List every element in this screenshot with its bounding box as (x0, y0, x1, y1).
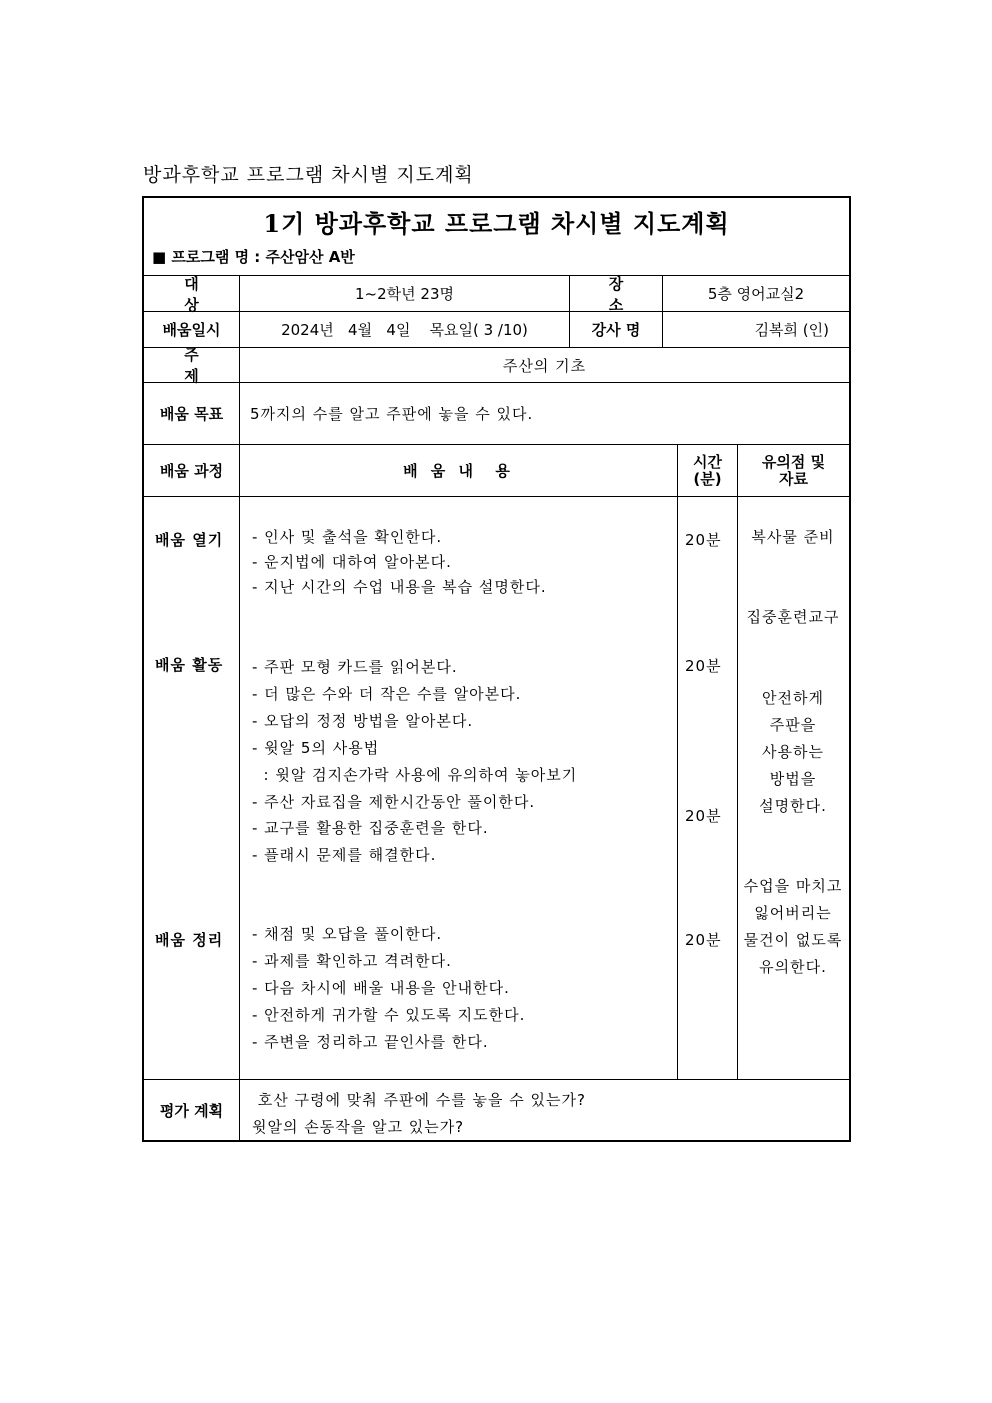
note-line: 방법을 (769, 770, 817, 788)
notes-header (738, 445, 849, 496)
content-line: - 지난 시간의 수업 내용을 복습 설명한다. (252, 578, 547, 596)
date-label: 배움일시 (162, 321, 221, 339)
content-line: - 더 많은 수와 더 작은 수를 알아본다. (252, 685, 522, 703)
teacher-value: 김복희 (인) (754, 321, 829, 339)
time-closing: 20분 (685, 931, 722, 949)
time-header-line1: 시간 (693, 452, 722, 471)
content-line: - 인사 및 출석을 확인한다. (252, 528, 443, 546)
content-line: - 플래시 문제를 해결한다. (252, 846, 437, 864)
note-line: 설명한다. (759, 797, 827, 815)
stage-label-activity: 배움 활동 (155, 656, 224, 674)
content-line: - 채점 및 오답을 풀이한다. (252, 925, 443, 943)
content-line: - 주판 모형 카드를 읽어본다. (252, 658, 458, 676)
content-line: - 주산 자료집을 제한시간동안 풀이한다. (252, 793, 536, 811)
note-materials: 복사물 준비 (751, 528, 835, 546)
content-header: 배 움 내 용 (403, 462, 514, 480)
content-line: - 다음 차시에 배울 내용을 안내한다. (252, 979, 510, 997)
content-line: - 운지법에 대하여 알아본다. (252, 553, 452, 571)
date-value: 2024년 4월 4일 목요일( 3 /10) (281, 321, 528, 339)
main-title: 1기 방과후학교 프로그램 차시별 지도계획 (263, 209, 730, 238)
content-line: - 과제를 확인하고 격려한다. (252, 952, 452, 970)
content-line: - 윗알 5의 사용법 (252, 739, 380, 757)
row-divider (144, 1079, 849, 1080)
time-header-line2: (분) (693, 469, 722, 488)
time-activity: 20분 (685, 657, 722, 675)
place-label: 장 소 (608, 274, 644, 314)
topic-value: 주산의 기초 (502, 356, 587, 375)
content-line: - 주변을 정리하고 끝인사를 한다. (252, 1033, 489, 1051)
teacher-label: 강사 명 (591, 321, 641, 339)
document-title: 방과후학교 프로그램 차시별 지도계획 (143, 164, 474, 186)
stage-label-closing: 배움 정리 (155, 931, 224, 949)
content-line: - 오답의 정정 방법을 알아본다. (252, 712, 474, 730)
column-divider (677, 444, 678, 1079)
notes-header-line2: 자료 (779, 469, 808, 488)
notes-header-line1: 유의점 및 (761, 452, 826, 471)
note-safety (736, 685, 850, 820)
note-line: 유의한다. (759, 958, 827, 976)
row-divider (144, 496, 849, 497)
goal-value: 5까지의 수를 알고 주판에 놓을 수 있다. (250, 405, 534, 423)
note-line: 잃어버리는 (754, 904, 832, 922)
note-line: 사용하는 (762, 743, 824, 761)
lesson-plan-table (142, 196, 851, 1142)
time-header (678, 445, 737, 496)
note-belongings (736, 873, 850, 981)
note-line: 수업을 마치고 (743, 877, 843, 895)
content-line: : 윗알 검지손가락 사용에 유의하여 놓아보기 (252, 766, 578, 784)
note-line: 주판을 (769, 716, 817, 734)
topic-label: 주 제 (184, 346, 227, 385)
place-value: 5층 영어교실2 (707, 285, 805, 303)
target-value: 1~2학년 23명 (355, 285, 454, 303)
time-activity-extra: 20분 (685, 807, 722, 825)
content-line: - 안전하게 귀가할 수 있도록 지도한다. (252, 1006, 526, 1024)
goal-label: 배움 목표 (159, 405, 224, 423)
program-name: ■ 프로그램 명 : 주산암산 A반 (152, 248, 355, 266)
note-line: 물건이 없도록 (743, 931, 843, 949)
evaluation-label: 평가 계획 (159, 1101, 224, 1120)
target-label: 대 상 (184, 274, 227, 314)
note-line: 안전하게 (762, 689, 824, 707)
evaluation-line: 윗알의 손동작을 알고 있는가? (252, 1118, 465, 1136)
content-line: - 교구를 활용한 집중훈련을 한다. (252, 819, 489, 837)
note-training-tools: 집중훈련교구 (746, 608, 840, 626)
evaluation-line: 호산 구령에 맞춰 주판에 수를 놓을 수 있는가? (252, 1091, 586, 1109)
time-opening: 20분 (685, 531, 722, 549)
stage-label-opening: 배움 열기 (155, 531, 224, 549)
process-header: 배움 과정 (159, 462, 224, 480)
